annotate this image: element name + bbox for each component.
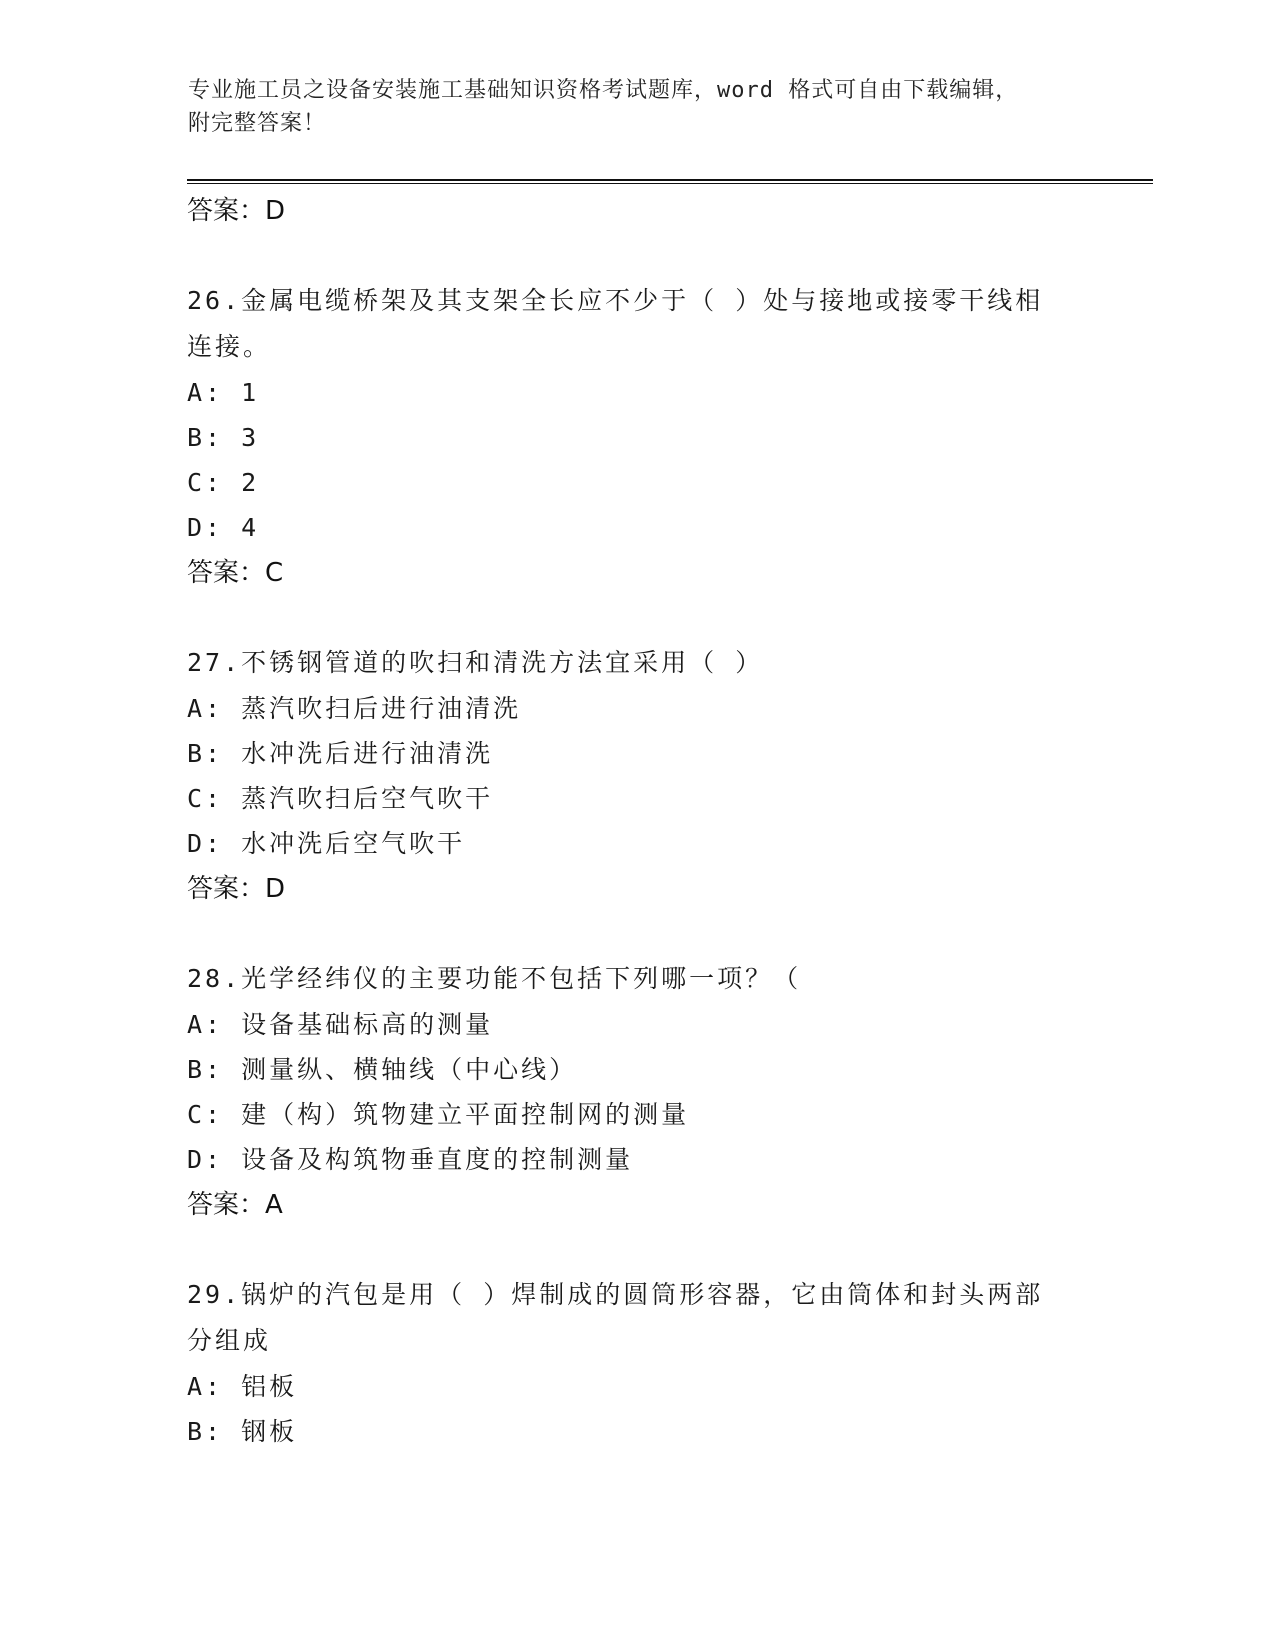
question-list bbox=[187, 188, 1087, 1454]
option-d: D: 设备及构筑物垂直度的控制测量 bbox=[187, 1145, 634, 1174]
header-line-1: 专业施工员之设备安装施工基础知识资格考试题库，word 格式可自由下载编辑， bbox=[188, 78, 1019, 103]
option-b: B: 钢板 bbox=[187, 1417, 298, 1446]
option-b: B: 水冲洗后进行油清洗 bbox=[187, 739, 494, 768]
question-27 bbox=[187, 640, 1087, 912]
option-c: C: 蒸汽吹扫后空气吹干 bbox=[187, 784, 494, 813]
answer: 答案：C bbox=[187, 558, 284, 588]
question-text: 27.不锈钢管道的吹扫和清洗方法宜采用（ ） bbox=[187, 648, 764, 677]
header-rule-thick bbox=[187, 179, 1153, 181]
option-b: B: 3 bbox=[187, 423, 260, 452]
page-header bbox=[188, 74, 1068, 140]
header-rule-thin bbox=[187, 183, 1153, 184]
header-line-2: 附完整答案！ bbox=[188, 111, 327, 136]
previous-answer: 答案：D bbox=[187, 196, 286, 226]
question-text: 连接。 bbox=[187, 332, 272, 361]
option-a: A: 铝板 bbox=[187, 1372, 298, 1401]
option-a: A: 蒸汽吹扫后进行油清洗 bbox=[187, 694, 522, 723]
option-a: A: 1 bbox=[187, 378, 260, 407]
option-c: C: 2 bbox=[187, 468, 260, 497]
question-29 bbox=[187, 1272, 1087, 1454]
option-c: C: 建（构）筑物建立平面控制网的测量 bbox=[187, 1100, 690, 1129]
question-text: 26.金属电缆桥架及其支架全长应不少于（ ）处与接地或接零干线相 bbox=[187, 286, 1044, 315]
option-d: D: 4 bbox=[187, 513, 260, 542]
question-28 bbox=[187, 956, 1087, 1228]
question-text: 28.光学经纬仪的主要功能不包括下列哪一项？（ bbox=[187, 964, 802, 993]
question-text: 分组成 bbox=[187, 1326, 272, 1355]
option-b: B: 测量纵、横轴线（中心线） bbox=[187, 1055, 578, 1084]
question-text: 29.锅炉的汽包是用（ ）焊制成的圆筒形容器，它由筒体和封头两部 bbox=[187, 1280, 1044, 1309]
question-26 bbox=[187, 278, 1087, 596]
answer: 答案：A bbox=[187, 1190, 283, 1220]
answer: 答案：D bbox=[187, 874, 286, 904]
option-a: A: 设备基础标高的测量 bbox=[187, 1010, 494, 1039]
option-d: D: 水冲洗后空气吹干 bbox=[187, 829, 466, 858]
